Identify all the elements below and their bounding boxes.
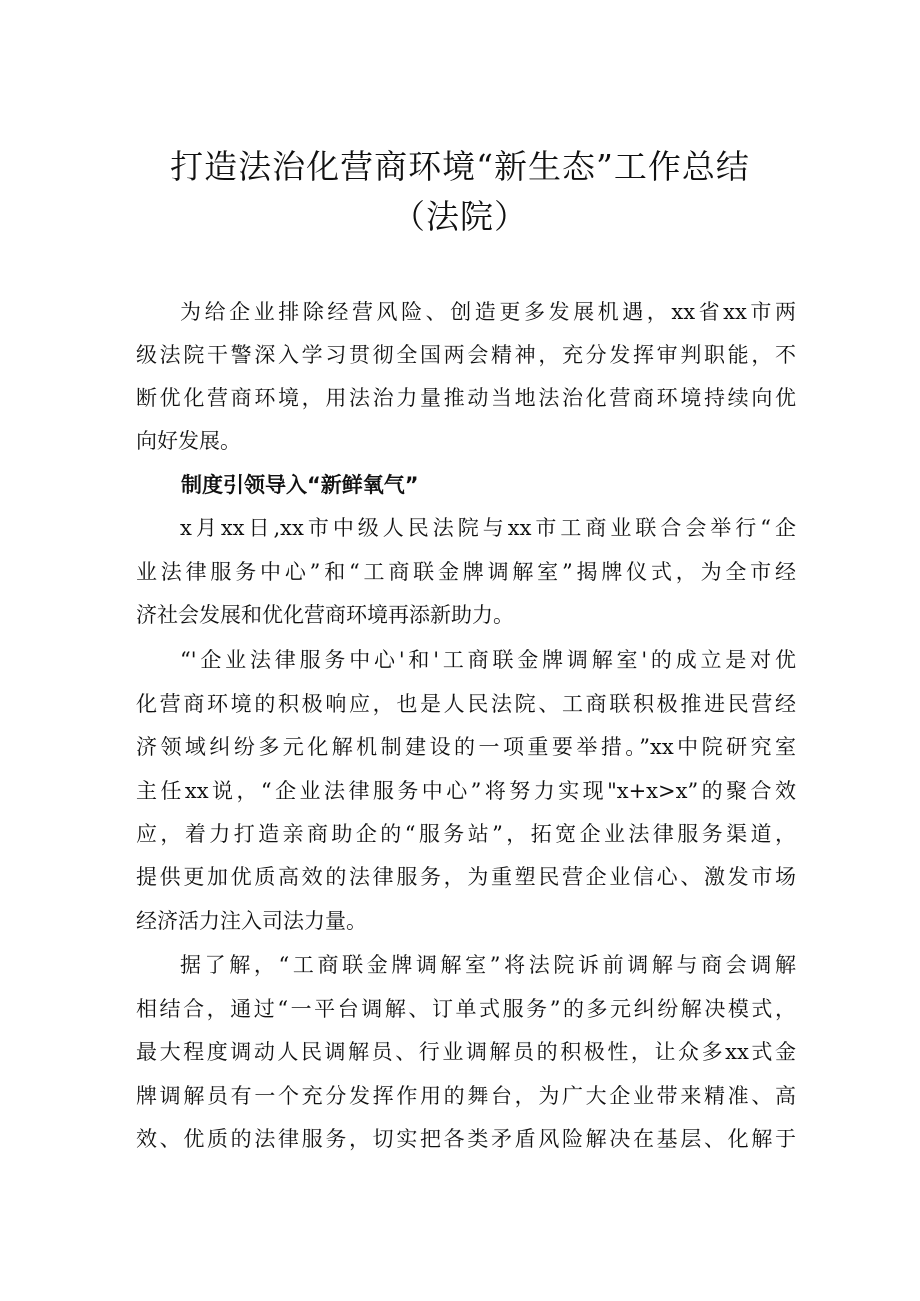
- text-line: “'企业法律服务中心'和'工商联金牌调解室'的成立是对优: [180, 648, 796, 672]
- text-line: 向好发展。: [136, 429, 241, 453]
- text-line: 经济活力注入司法力量。: [136, 909, 367, 933]
- text-line: 济领域纠纷多元化解机制建设的一项重要举措。”xx中院研究室: [136, 735, 796, 759]
- text-line: 断优化营商环境，用法治力量推动当地法治化营商环境持续向优: [136, 386, 796, 410]
- text-line: 相结合，通过“一平台调解、订单式服务”的多元纠纷解决模式，: [136, 997, 796, 1021]
- text-line: 为给企业排除经营风险、创造更多发展机遇，xx省xx市两: [180, 300, 796, 324]
- text-line: 级法院干警深入学习贯彻全国两会精神，充分发挥审判职能，不: [136, 343, 796, 367]
- text-line: 主任xx说，“企业法律服务中心”将努力实现"x+x>x”的聚合效: [136, 779, 796, 803]
- text-line: x月xx日,xx市中级人民法院与xx市工商业联合会举行“企: [180, 516, 796, 540]
- text-line: 提供更加优质高效的法律服务，为重塑民营企业信心、激发市场: [136, 865, 796, 889]
- section-heading: 制度引领导入“新鲜氧气”: [181, 473, 419, 497]
- document-subtitle: （法院）: [392, 197, 528, 236]
- text-line: 效、优质的法律服务，切实把各类矛盾风险解决在基层、化解于: [136, 1127, 796, 1151]
- text-line: 据了解，“工商联金牌调解室”将法院诉前调解与商会调解: [180, 953, 796, 977]
- text-line: 济社会发展和优化营商环境再添新助力。: [136, 603, 514, 627]
- text-line: 应，着力打造亲商助企的“服务站”，拓宽企业法律服务渠道，: [136, 822, 796, 846]
- text-line: 化营商环境的积极响应，也是人民法院、工商联积极推进民营经: [136, 692, 796, 716]
- text-line: 最大程度调动人民调解员、行业调解员的积极性，让众多xx式金: [136, 1040, 796, 1064]
- text-line: 业法律服务中心”和“工商联金牌调解室”揭牌仪式，为全市经: [136, 560, 796, 584]
- text-line: 牌调解员有一个充分发挥作用的舞台，为广大企业带来精准、高: [136, 1084, 796, 1108]
- document-title: 打造法治化营商环境“新生态”工作总结: [170, 147, 750, 186]
